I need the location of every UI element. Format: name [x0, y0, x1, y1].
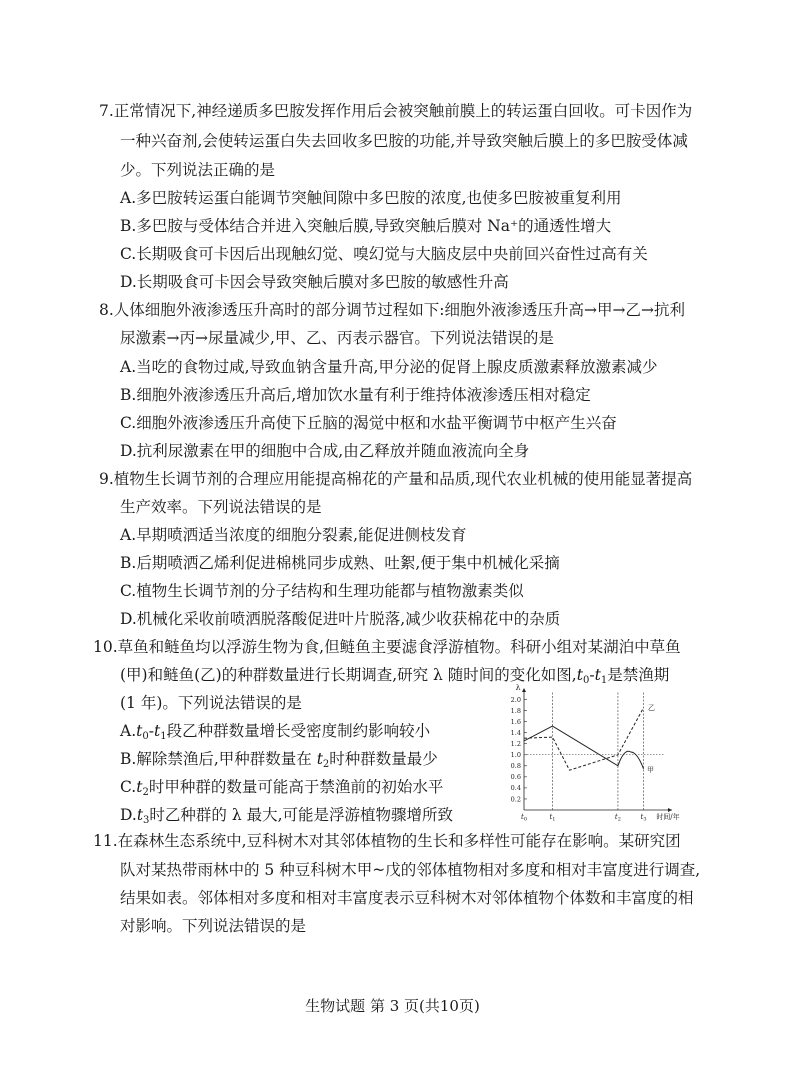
q9-option-a: A.早期喷洒适当浓度的细胞分裂素,能促进侧枝发育 — [120, 526, 467, 544]
series-jia-line — [524, 726, 644, 769]
q10-line-2-text: (甲)和鲢鱼(乙)的种群数量进行长期调查,研究 λ 随时间的变化如图, — [120, 666, 577, 684]
opt-a-t1: t — [153, 722, 161, 740]
x-axis-arrow — [668, 808, 672, 812]
x-tick-label-t3: $t_3$ — [640, 813, 647, 823]
q7-option-b: B.多巴胺与受体结合并进入突触后膜,导致突触后膜对 Na⁺的通透性增大 — [120, 217, 612, 235]
y-tick-label-5: 1.2 — [510, 740, 521, 749]
t1-symbol: t — [594, 666, 601, 684]
q9-option-b: B.后期喷洒乙烯利促进棉桃同步成熟、吐絮,便于集中机械化采摘 — [120, 554, 560, 572]
q7-line-2: 一种兴奋剂,会使转运蛋白失去回收多巴胺的功能,并导致突触后膜上的多巴胺受体减 — [120, 132, 688, 150]
y-axis-label: λ — [515, 684, 521, 692]
q10-line-1: 10.草鱼和鲢鱼均以浮游生物为食,但鲢鱼主要滤食浮游植物。科研小组对某湖泊中草鱼 — [93, 638, 681, 656]
opt-d-text: 时乙种群的 λ 最大,可能是浮游植物骤增所致 — [149, 806, 454, 824]
page-footer: 生物试题 第 3 页(共10页) — [305, 997, 480, 1015]
opt-a-dash: - — [148, 722, 154, 740]
t1-sub: 1 — [600, 675, 608, 686]
q10-option-a — [120, 721, 430, 747]
q8-line-2: 尿激素→丙→尿量减少,甲、乙、丙表示器官。下列说法错误的是 — [120, 329, 554, 347]
opt-c-t2-sub: 2 — [142, 787, 149, 798]
t0-symbol: t — [576, 666, 583, 684]
opt-c-text: 时甲种群的数量可能高于禁渔前的初始水平 — [148, 778, 444, 796]
q11-line-1: 11.在森林生态系统中,豆科树木对其邻体植物的生长和多样性可能存在影响。某研究团 — [93, 832, 681, 850]
q10-option-b — [120, 749, 438, 775]
opt-a-prefix: A. — [120, 722, 137, 740]
q11-line-4: 对影响。下列说法错误的是 — [120, 917, 307, 935]
opt-b-t2-sub: 2 — [322, 759, 330, 770]
opt-b-t2: t — [316, 750, 323, 768]
q7-option-a: A.多巴胺转运蛋白能调节突触间隙中多巴胺的浓度,也使多巴胺被重复利用 — [120, 189, 622, 207]
q8-option-c: C.细胞外液渗透压升高使下丘脑的渴觉中枢和水盐平衡调节中枢产生兴奋 — [120, 414, 617, 432]
x-tick-label-t1: $t_1$ — [549, 813, 556, 823]
y-tick-label-4: 1.0 — [510, 751, 521, 760]
t0-sub: 0 — [582, 675, 590, 686]
opt-a-text: 段乙种群数量增长受密度制约影响较小 — [166, 722, 431, 740]
q9-option-d: D.机械化采收前喷洒脱落酸促进叶片脱落,减少收获棉花中的杂质 — [120, 610, 561, 628]
series-yi-label: 乙 — [648, 703, 656, 712]
q11-line-3: 结果如表。邻体相对多度和相对丰富度表示豆科树木对邻体植物个体数和丰富度的相 — [120, 889, 694, 907]
y-tick-label-0: 0.2 — [510, 795, 521, 804]
series-yi-line — [524, 708, 644, 770]
y-tick-label-1: 0.4 — [510, 784, 521, 793]
y-tick-label-9: 2.0 — [510, 695, 521, 704]
q7-line-3: 少。下列说法正确的是 — [120, 161, 276, 179]
y-tick-label-2: 0.6 — [510, 773, 521, 782]
q10-line-2-end: 是禁渔期 — [607, 666, 670, 684]
q9-line-2: 生产效率。下列说法错误的是 — [120, 498, 322, 516]
opt-a-t1-sub: 1 — [160, 731, 167, 742]
q7-line-1: 7.正常情况下,神经递质多巴胺发挥作用后会被突触前膜上的转运蛋白回收。可卡因作为 — [99, 102, 693, 120]
x-tick-label-t0: $t_0$ — [520, 813, 528, 823]
q7-option-c: C.长期吸食可卡因后出现触幻觉、嗅幻觉与大脑皮层中央前回兴奋性过高有关 — [120, 245, 648, 263]
opt-b-prefix: B.解除禁渔后,甲种群数量在 — [120, 750, 317, 768]
opt-d-t3: t — [136, 806, 144, 824]
q10-option-d — [120, 805, 453, 831]
y-tick-label-8: 1.8 — [510, 706, 521, 715]
q11-line-2: 队对某热带雨林中的 5 种豆科树木甲~戊的邻体植物相对多度和相对丰富度进行调查, — [120, 861, 701, 879]
q8-option-d: D.抗利尿激素在甲的细胞中合成,由乙释放并随血液流向全身 — [120, 442, 530, 460]
opt-d-t3-sub: 3 — [143, 815, 150, 826]
series-jia-label: 甲 — [647, 765, 655, 774]
range-dash: - — [589, 666, 595, 684]
lambda-chart — [494, 684, 684, 824]
opt-a-t0-sub: 0 — [142, 731, 149, 742]
q8-line-1: 8.人体细胞外液渗透压升高时的部分调节过程如下:细胞外液渗透压升高→甲→乙→抗利 — [99, 301, 685, 319]
y-tick-label-6: 1.4 — [510, 728, 521, 737]
q10-option-c — [120, 777, 443, 803]
opt-d-prefix: D. — [120, 806, 137, 824]
q10-line-3: (1 年)。下列说法错误的是 — [120, 694, 302, 712]
opt-b-text: 时种群数量最少 — [329, 750, 438, 768]
q7-option-d: D.长期吸食可卡因会导致突触后膜对多巴胺的敏感性升高 — [120, 273, 509, 291]
y-axis-arrow — [522, 688, 526, 692]
q9-option-c: C.植物生长调节剂的分子结构和生理功能都与植物激素类似 — [120, 582, 524, 600]
x-tick-label-t2: $t_2$ — [614, 813, 621, 823]
q9-line-1: 9.植物生长调节剂的合理应用能提高棉花的产量和品质,现代农业机械的使用能显著提高 — [99, 470, 693, 488]
q8-option-b: B.细胞外液渗透压升高后,增加饮水量有利于维持体液渗透压相对稳定 — [120, 386, 591, 404]
y-tick-label-7: 1.6 — [510, 717, 521, 726]
opt-c-t2: t — [136, 778, 143, 796]
y-tick-label-3: 0.8 — [510, 762, 521, 771]
opt-a-t0: t — [136, 722, 143, 740]
q8-option-a: A.当吃的食物过咸,导致血钠含量升高,甲分泌的促肾上腺皮质激素释放激素减少 — [120, 358, 658, 376]
x-axis-label: 时间/年 — [656, 813, 680, 821]
opt-c-prefix: C. — [120, 778, 137, 796]
